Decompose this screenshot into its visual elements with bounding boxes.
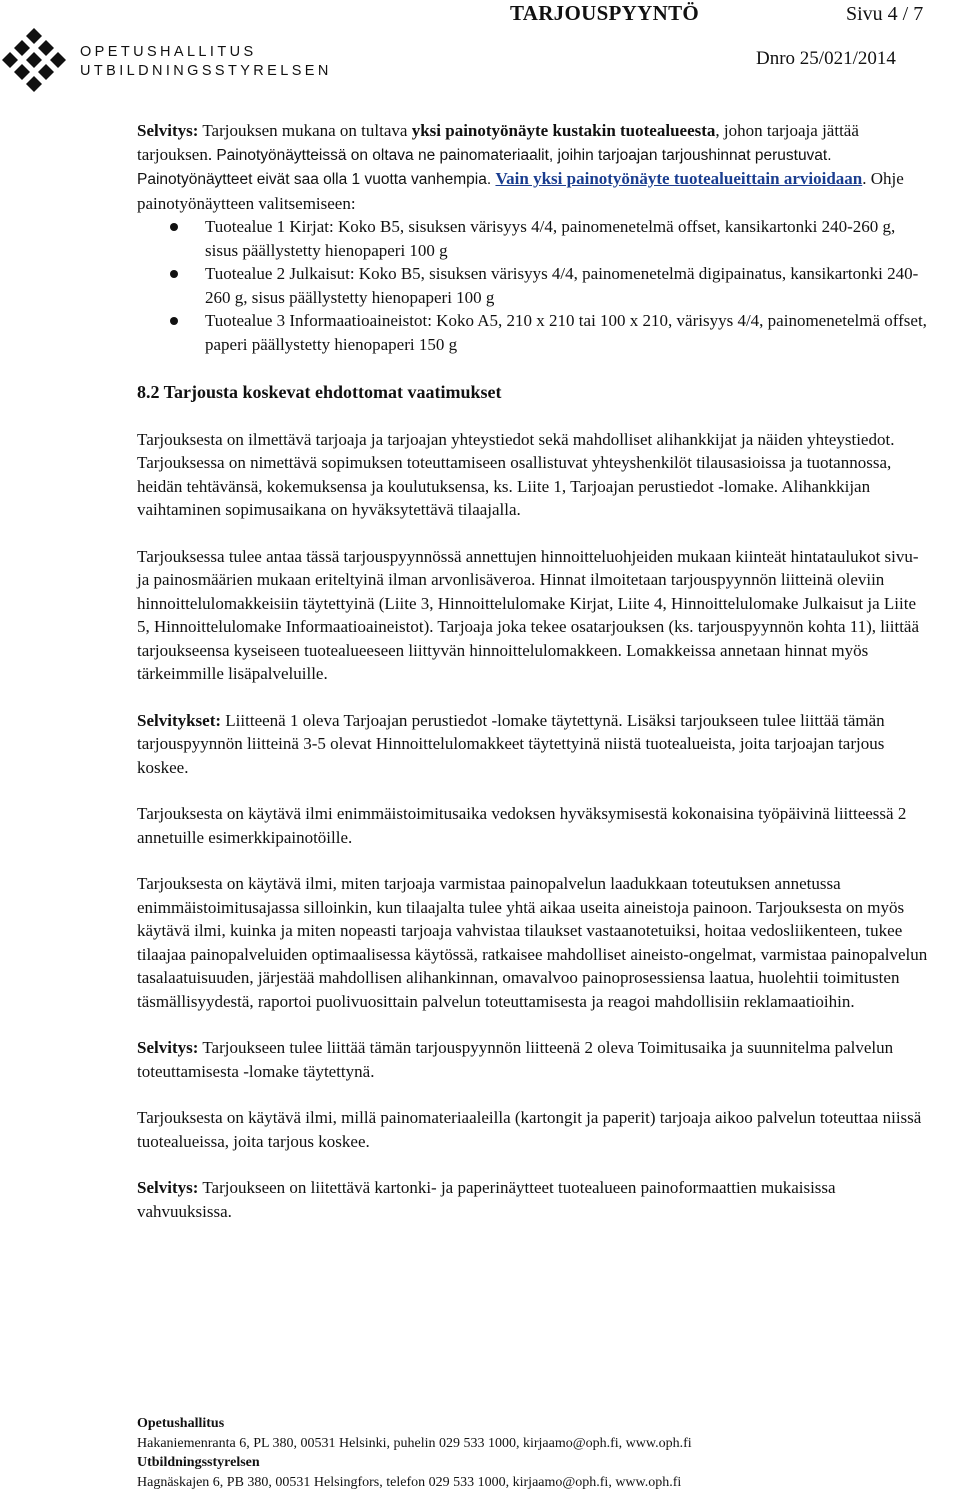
paragraph-selvitykset: [137, 709, 929, 780]
footer-address-fi: Hakaniemenranta 6, PL 380, 00531 Helsinki, puhelin 029 533 1000, kirjaamo@oph.fi, www.oph.fi: [137, 1435, 692, 1451]
paragraph: Tarjouksesta on käytävä ilmi, miten tarjoaja varmistaa painopalvelun laadukkaan toteutuksen annetussa enimmäistoimitusajassa silloinkin, kun tilaajalta tulee yhtä aikaa useita aineistoja painoon. Tarjouksesta on myös käytävä ilmi, kuinka ja miten nopeasti tarjoaja vahvistaa tilaukset vastaanotetuiksi, hoitaa vedosliikenteen, tukee tilaajaa painopalveluiden optimaalisessa käytössä, ratkaisee mahdolliset aineisto-ongelmat, varmistaa painopalvelun tasalaatuisuuden, järjestää mahdollisen alihankinnan, omavalvoo painoprosessiensa laatua, huolehtii toimitusten täsmällisyydestä, raportoi puolivuosittain palvelun toteuttamisesta ja reagoi mahdollisiin reklamaatioihin.: [137, 874, 928, 1011]
text-span: Tarjouksen mukana on tultava: [198, 121, 412, 140]
page-footer: [137, 1414, 692, 1492]
paragraph: Tarjouksesta on ilmettävä tarjoaja ja tarjoajan yhteystiedot sekä mahdolliset alihankkijat ja näiden yhteystiedot. Tarjouksessa on nimettävä sopimuksen toteuttamiseen osallistuvat yhteyshenkilöt tilausasioissa ja tuotannossa, heidän tehtävänsä, kokemuksensa ja koulutuksensa, ks. Liite 1, Tarjoajan perustiedot -lomake. Alihankkijan vaihtaminen sopimusaikana on hyväksytettävä tilaajalla.: [137, 429, 895, 519]
sans-text-span: Painotyönäytteissä on oltava ne painomateriaalit, joihin tarjoajan tarjoushinnat perustuvat. Painotyönäytteet eivät saa olla 1 vuotta vanhempia.: [137, 146, 832, 188]
list-item-text: Tuotealue 2 Julkaisut: Koko B5, sisuksen värisyys 4/4, painomenetelmä digipainatus, kansikartonki 240-260 g, sisus päällystetty hienopaperi 100 g: [205, 264, 919, 307]
text-span: Tarjoukseen tulee liittää tämän tarjouspyynnön liitteenä 2 oleva Toimitusaika ja suunnitelma palvelun toteuttamisesta -lomake täytettynä.: [137, 1038, 894, 1081]
selvitys-label: Selvitys:: [137, 1038, 199, 1057]
paragraph: Tarjouksesta on käytävä ilmi enimmäistoimitusaika vedoksen hyväksymisestä kokonaisina työpäivinä liitteessä 2 annetuille esimerkkipainotöille.: [137, 804, 907, 847]
diamond-logo-icon: [0, 26, 68, 92]
list-item: [137, 215, 929, 262]
bullet-dot-icon: [170, 223, 178, 231]
list-item: [137, 309, 929, 356]
page-number: Sivu 4 / 7: [846, 3, 924, 25]
paragraph-selvitys-1: [137, 119, 929, 215]
list-item-text: Tuotealue 1 Kirjat: Koko B5, sisuksen värisyys 4/4, painomenetelmä offset, kansikartonki 240-260 g, sisus päällystetty hienopaperi 100 g: [205, 217, 896, 260]
paragraph-selvitys-3: [137, 1176, 929, 1223]
bullet-dot-icon: [170, 317, 178, 325]
highlighted-link: Vain yksi painotyönäyte tuotealueittain arvioidaan: [495, 169, 863, 188]
bullet-list: [137, 215, 929, 356]
list-item: [137, 262, 929, 309]
section-heading: 8.2 Tarjousta koskevat ehdottomat vaatimukset: [137, 382, 502, 402]
document-type: TARJOUSPYYNTÖ: [510, 1, 700, 25]
record-number: Dnro 25/021/2014: [756, 48, 896, 69]
text-span: , johon tarjoaja jättää tarjouksen.: [137, 121, 859, 164]
bold-span: yksi painotyönäyte kustakin tuotealueesta: [411, 121, 716, 140]
text-span: Tarjoukseen on liitettävä kartonki- ja paperinäytteet tuotealueen painoformaattien mukaisissa vahvuuksissa.: [137, 1178, 836, 1221]
selvitys-label: Selvitys:: [137, 1178, 199, 1197]
footer-org-fi: Opetushallitus: [137, 1416, 225, 1431]
oph-logo: [0, 26, 332, 86]
bullet-dot-icon: [170, 270, 178, 278]
paragraph-selvitys-2: [137, 1036, 929, 1083]
list-item-text: Tuotealue 3 Informaatioaineistot: Koko A5, 210 x 210 tai 100 x 210, värisyys 4/4, painomenetelmä offset, paperi päällystetty hienopaperi 150 g: [205, 311, 927, 354]
footer-address-sv: Hagnäskajen 6, PB 380, 00531 Helsingfors, telefon 029 533 1000, kirjaamo@oph.fi, www.oph.fi: [137, 1474, 682, 1490]
paragraph: Tarjouksessa tulee antaa tässä tarjouspyynnössä annettujen hinnoitteluohjeiden mukaan kiinteät hintataulukot sivu- ja painosmäärien mukaan eriteltyinä ilman arvonlisäveroa. Hinnat ilmoitetaan tarjouspyynnön liitteinä oleviin hinnoittelulomakkeisiin täytettyinä (Liite 3, Hinnoittelulomake Kirjat, Liite 4, Hinnoittelulomake Julkaisut ja Liite 5, Hinnoittelulomake Informaatioaineistot). Tarjoaja joka tekee osatarjouksen (ks. tarjouspyynnön kohta 11), liittää tarjoukseensa kyseiseen tuotealueeseen liittyvän hinnoittelulomakkeen. Lomakkeissa annetaan hinnat myös tärkeimmille lisäpalveluille.: [137, 546, 920, 683]
org-name-sv: UTBILDNINGSSTYRELSEN: [80, 63, 332, 79]
paragraph: Tarjouksesta on käytävä ilmi, millä painomateriaaleilla (kartongit ja paperit) tarjoaja aikoo palvelun toteuttaa niissä tuotealueissa, joita tarjous koskee.: [137, 1108, 922, 1151]
footer-org-sv: Utbildningsstyrelsen: [137, 1455, 260, 1470]
selvitys-label: Selvitys:: [137, 121, 199, 140]
document-body: [137, 119, 929, 1223]
selvitykset-label: Selvitykset:: [137, 710, 222, 730]
org-name-fi: OPETUSHALLITUS: [80, 44, 257, 60]
text-span: . Ohje painotyönäytteen valitsemiseen:: [137, 169, 904, 213]
text-span: Liitteenä 1 oleva Tarjoajan perustiedot -lomake täytettynä. Lisäksi tarjoukseen tulee liittää tämän tarjouspyynnön liitteinä 3-5 olevat Hinnoittelulomakkeet täytettyinä niistä tuotealueista, joita tarjoajan tarjous koskee.: [137, 710, 885, 777]
